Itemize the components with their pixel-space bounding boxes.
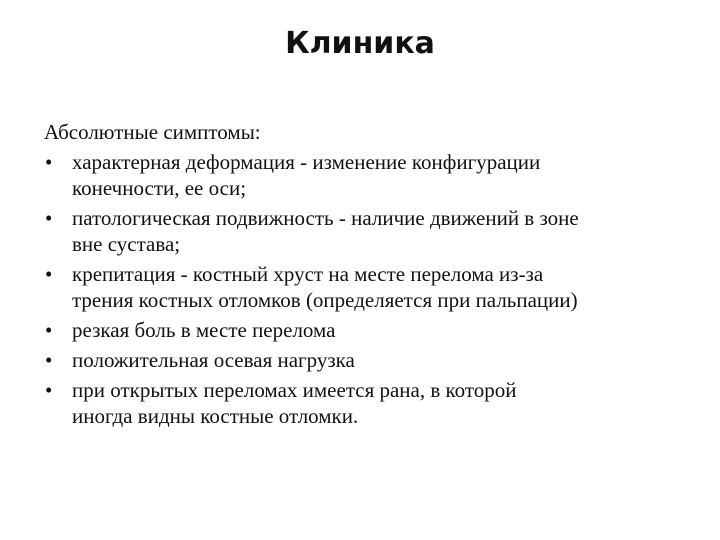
list-item	[44, 261, 684, 313]
list-item-text: конечности, ее оси;	[72, 176, 247, 200]
list-item	[44, 347, 684, 373]
list-item-text: патологическая подвижность - наличие движений в зоне	[72, 206, 579, 230]
symptoms-heading: Абсолютные симптомы:	[44, 120, 261, 144]
list-item-text: крепитация - костный хруст на месте перелома из-за	[72, 262, 544, 286]
bullet-icon: •	[45, 348, 53, 372]
list-item-text: характерная деформация - изменение конфигурации	[72, 150, 541, 174]
list-item	[44, 317, 684, 343]
slide-title: Клиника	[285, 26, 435, 61]
list-item-text: вне сустава;	[72, 232, 181, 256]
slide-content	[44, 119, 684, 433]
list-item-text: резкая боль в месте перелома	[72, 318, 336, 342]
bullet-icon: •	[45, 378, 53, 402]
list-item-text: трения костных отломков (определяется при пальпации)	[72, 288, 578, 312]
list-item-text: при открытых переломах имеется рана, в которой	[72, 378, 517, 402]
bullet-icon: •	[45, 318, 53, 342]
list-item	[44, 149, 684, 201]
list-item	[44, 205, 684, 257]
bullet-icon: •	[45, 262, 53, 286]
list-item-text: положительная осевая нагрузка	[72, 348, 355, 372]
bullet-icon: •	[45, 150, 53, 174]
list-item	[44, 377, 684, 429]
list-item-text: иногда видны костные отломки.	[72, 404, 359, 428]
bullet-icon: •	[45, 206, 53, 230]
symptom-list	[44, 149, 684, 429]
